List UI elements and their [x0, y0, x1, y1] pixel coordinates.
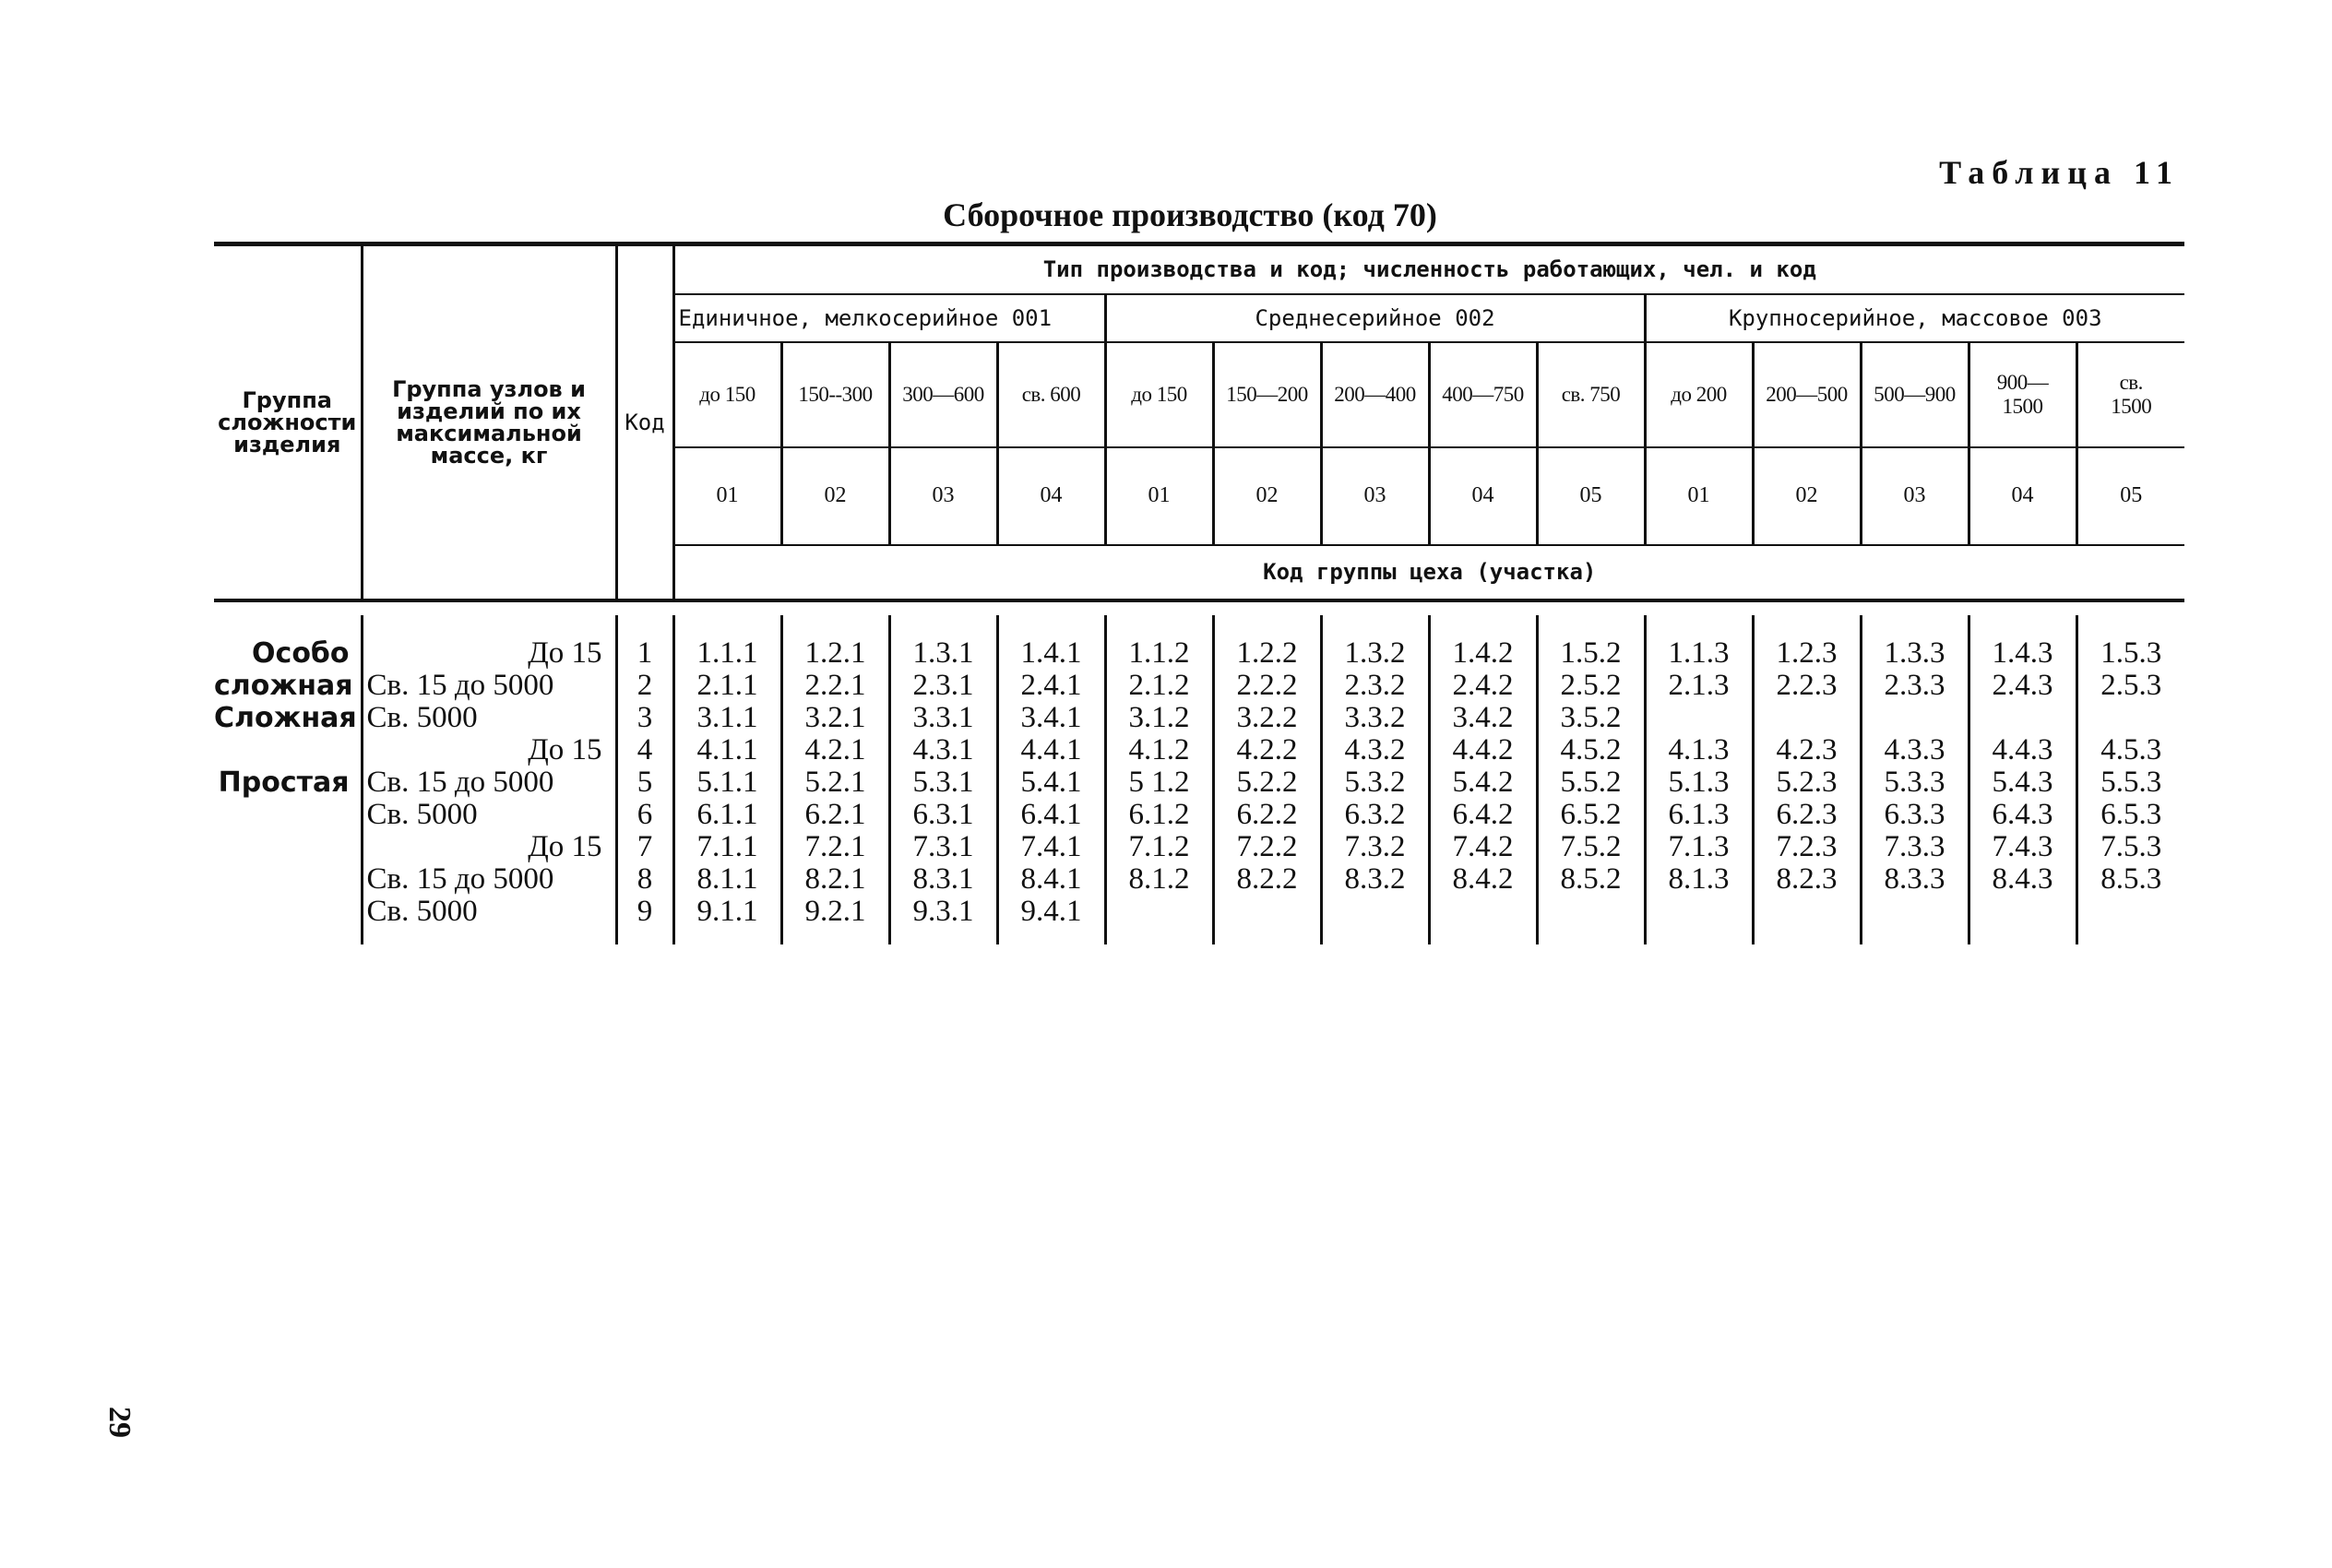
complexity-complex: Сложная: [214, 701, 357, 734]
code-g3-4: 04: [1969, 447, 2076, 545]
cell: 9.2.1: [804, 894, 866, 928]
cell: 6.4.2: [1452, 797, 1514, 831]
cell: 2.3.3: [1884, 668, 1945, 702]
cell: 2.4.1: [1020, 668, 1082, 702]
cell: 8.5.2: [1560, 861, 1622, 896]
code-7: 7: [637, 829, 653, 863]
cell: 1.2.2: [1236, 636, 1298, 670]
group-1-header: [673, 294, 1105, 342]
mass-3: Св. 5000: [366, 700, 478, 734]
cell: 5.3.3: [1884, 765, 1945, 799]
cell: 3.2.2: [1236, 700, 1298, 734]
cell: 3.3.2: [1344, 700, 1406, 734]
header-code: [616, 244, 673, 600]
cell: 6.1.2: [1128, 797, 1190, 831]
code-g3-1: 01: [1645, 447, 1753, 545]
cell: 2.2.2: [1236, 668, 1298, 702]
cell: 2.1.3: [1668, 668, 1730, 702]
cell: 7.3.3: [1884, 829, 1945, 863]
mass-5: Св. 15 до 5000: [366, 765, 554, 799]
header-mass-group: [362, 244, 616, 600]
data-column: [1969, 615, 2076, 944]
code-6: 6: [637, 797, 653, 831]
group-2-label: Среднесерийное 002: [1255, 304, 1495, 331]
cell: 7.4.2: [1452, 829, 1514, 863]
code-8: 8: [637, 861, 653, 896]
data-column: [1105, 615, 1213, 944]
group-2-header: [1105, 294, 1645, 342]
cell: 3.1.2: [1128, 700, 1190, 734]
cell: 1.4.1: [1020, 636, 1082, 670]
cell: 3.5.2: [1560, 700, 1622, 734]
cell: 7.1.1: [696, 829, 758, 863]
code-g3-5: 05: [2076, 447, 2184, 545]
cell: 6.4.1: [1020, 797, 1082, 831]
header-workshop-code: [673, 545, 2184, 600]
cell: 5 1.2: [1128, 765, 1190, 799]
cell: 1.1.2: [1128, 636, 1190, 670]
cell: 5.2.1: [804, 765, 866, 799]
cell: 5.3.1: [912, 765, 974, 799]
cell: 8.4.2: [1452, 861, 1514, 896]
range-g3-1: до 200: [1645, 342, 1753, 447]
data-column: [1429, 615, 1537, 944]
header-workshop-code-text: Код группы цеха (участка): [1263, 559, 1597, 585]
cell: 1.4.3: [1992, 636, 2053, 670]
code-g2-1: 01: [1105, 447, 1213, 545]
cell: 6.5.3: [2100, 797, 2162, 831]
cell: 2.4.2: [1452, 668, 1514, 702]
cell: 2.5.3: [2100, 668, 2162, 702]
range-g3-4: 900— 1500: [1969, 342, 2076, 447]
cell: 4.1.3: [1668, 732, 1730, 766]
cell: 1.2.3: [1776, 636, 1838, 670]
cell: 6.5.2: [1560, 797, 1622, 831]
cell: 8.1.3: [1668, 861, 1730, 896]
cell: 4.1.1: [696, 732, 758, 766]
cell: 7.5.2: [1560, 829, 1622, 863]
cell: 1.1.1: [696, 636, 758, 670]
cell: 6.4.3: [1992, 797, 2053, 831]
header-production-type-text: Тип производства и код; численность работающих, чел. и код: [1042, 256, 1816, 283]
mass-9: Св. 5000: [366, 894, 478, 928]
complexity-simple: Простая: [218, 766, 350, 799]
cell: 3.2.1: [804, 700, 866, 734]
code-g2-3: 03: [1321, 447, 1429, 545]
assembly-production-table: [214, 242, 2184, 944]
range-g1-2: 150--300: [781, 342, 889, 447]
code-3: 3: [637, 700, 653, 734]
cell: 2.4.3: [1992, 668, 2053, 702]
cell: 8.3.3: [1884, 861, 1945, 896]
cell: 2.5.2: [1560, 668, 1622, 702]
cell: 8.4.3: [1992, 861, 2053, 896]
cell: 9.3.1: [912, 894, 974, 928]
cell: 2.1.1: [696, 668, 758, 702]
cell: 2.2.1: [804, 668, 866, 702]
header-production-type: [673, 244, 2184, 294]
code-g1-1: 01: [673, 447, 781, 545]
header-complexity-text: Группа сложности изделия: [218, 386, 357, 457]
cell: 5.2.2: [1236, 765, 1298, 799]
cell: 6.3.2: [1344, 797, 1406, 831]
cell: 9.1.1: [696, 894, 758, 928]
range-g1-4: св. 600: [997, 342, 1105, 447]
cell: 3.3.1: [912, 700, 974, 734]
code-g2-5: 05: [1537, 447, 1645, 545]
code-9: 9: [637, 894, 653, 928]
cell: 8.2.1: [804, 861, 866, 896]
data-column: [781, 615, 889, 944]
group-3-header: [1645, 294, 2184, 342]
cell: 1.3.3: [1884, 636, 1945, 670]
code-5: 5: [637, 765, 653, 799]
cell: 4.3.1: [912, 732, 974, 766]
data-column: [1753, 615, 1861, 944]
cell: 6.3.1: [912, 797, 974, 831]
cell: 8.3.1: [912, 861, 974, 896]
cell: 4.2.3: [1776, 732, 1838, 766]
code-g1-3: 03: [889, 447, 997, 545]
data-column: [1537, 615, 1645, 944]
data-column: [889, 615, 997, 944]
cell: 8.3.2: [1344, 861, 1406, 896]
mass-group-column: [362, 615, 616, 944]
cell: 7.3.1: [912, 829, 974, 863]
group-1-label: Единичное, мелкосерийное 001: [678, 304, 1053, 331]
range-g3-3: 500—900: [1861, 342, 1969, 447]
cell: 3.1.1: [696, 700, 758, 734]
code-g3-3: 03: [1861, 447, 1969, 545]
complexity-column: [214, 615, 362, 944]
cell: 4.3.3: [1884, 732, 1945, 766]
header-code-text: Код: [625, 409, 665, 435]
cell: 2.2.3: [1776, 668, 1838, 702]
cell: 7.4.3: [1992, 829, 2053, 863]
data-column: [2076, 615, 2184, 944]
cell: 5.5.2: [1560, 765, 1622, 799]
range-g3-2: 200—500: [1753, 342, 1861, 447]
data-column: [1645, 615, 1753, 944]
cell: 5.1.3: [1668, 765, 1730, 799]
cell: 3.4.2: [1452, 700, 1514, 734]
cell: 4.3.2: [1344, 732, 1406, 766]
cell: 8.2.2: [1236, 861, 1298, 896]
mass-8: Св. 15 до 5000: [366, 861, 554, 896]
range-g1-1: до 150: [673, 342, 781, 447]
cell: 6.1.3: [1668, 797, 1730, 831]
cell: 4.4.3: [1992, 732, 2053, 766]
range-g3-5: св. 1500: [2076, 342, 2184, 447]
table-label: Таблица 11: [1939, 154, 2180, 191]
cell: 4.5.3: [2100, 732, 2162, 766]
cell: 4.4.1: [1020, 732, 1082, 766]
cell: 7.2.2: [1236, 829, 1298, 863]
cell: 1.3.1: [912, 636, 974, 670]
cell: 7.4.1: [1020, 829, 1082, 863]
mass-6: Св. 5000: [366, 797, 478, 831]
cell: 7.2.1: [804, 829, 866, 863]
cell: 2.3.1: [912, 668, 974, 702]
cell: 1.5.2: [1560, 636, 1622, 670]
cell: 5.3.2: [1344, 765, 1406, 799]
cell: 6.2.2: [1236, 797, 1298, 831]
cell: 7.1.3: [1668, 829, 1730, 863]
cell: 7.3.2: [1344, 829, 1406, 863]
cell: 4.2.2: [1236, 732, 1298, 766]
range-g2-2: 150—200: [1213, 342, 1321, 447]
code-g3-2: 02: [1753, 447, 1861, 545]
code-g1-4: 04: [997, 447, 1105, 545]
cell: 6.1.1: [696, 797, 758, 831]
cell: 1.2.1: [804, 636, 866, 670]
cell: 5.1.1: [696, 765, 758, 799]
cell: 4.5.2: [1560, 732, 1622, 766]
cell: 4.1.2: [1128, 732, 1190, 766]
code-1: 1: [637, 636, 653, 670]
cell: 9.4.1: [1020, 894, 1082, 928]
header-mass-group-text: Группа узлов и изделий по их максимальной массе, кг: [392, 375, 586, 469]
cell: 7.5.3: [2100, 829, 2162, 863]
cell: 1.5.3: [2100, 636, 2162, 670]
code-column: [616, 615, 673, 944]
range-g2-1: до 150: [1105, 342, 1213, 447]
mass-4: До 15: [528, 732, 602, 766]
cell: 5.5.3: [2100, 765, 2162, 799]
cell: 5.2.3: [1776, 765, 1838, 799]
code-g2-2: 02: [1213, 447, 1321, 545]
cell: 5.4.3: [1992, 765, 2053, 799]
cell: 1.1.3: [1668, 636, 1730, 670]
complexity-especially-complex: Особо сложная: [214, 636, 353, 702]
mass-1: До 15: [528, 636, 602, 670]
data-column: [673, 615, 781, 944]
code-4: 4: [637, 732, 653, 766]
cell: 5.4.2: [1452, 765, 1514, 799]
cell: 6.2.1: [804, 797, 866, 831]
cell: 8.2.3: [1776, 861, 1838, 896]
code-g1-2: 02: [781, 447, 889, 545]
data-column: [1321, 615, 1429, 944]
mass-7: До 15: [528, 829, 602, 863]
data-column: [1861, 615, 1969, 944]
code-g2-4: 04: [1429, 447, 1537, 545]
cell: 6.3.3: [1884, 797, 1945, 831]
code-2: 2: [637, 668, 653, 702]
range-g2-3: 200—400: [1321, 342, 1429, 447]
page-title: Сборочное производство (код 70): [943, 196, 1437, 233]
mass-2: Св. 15 до 5000: [366, 668, 554, 702]
cell: 5.4.1: [1020, 765, 1082, 799]
table-body-row: [214, 615, 2184, 944]
cell: 4.4.2: [1452, 732, 1514, 766]
data-column: [997, 615, 1105, 944]
range-g2-5: св. 750: [1537, 342, 1645, 447]
cell: 8.4.1: [1020, 861, 1082, 896]
cell: 2.1.2: [1128, 668, 1190, 702]
cell: 1.4.2: [1452, 636, 1514, 670]
range-g1-3: 300—600: [889, 342, 997, 447]
cell: 8.1.1: [696, 861, 758, 896]
cell: 1.3.2: [1344, 636, 1406, 670]
cell: 2.3.2: [1344, 668, 1406, 702]
header-complexity: [214, 244, 362, 600]
group-3-label: Крупносерийное, массовое 003: [1728, 304, 2102, 331]
cell: 7.2.3: [1776, 829, 1838, 863]
cell: 7.1.2: [1128, 829, 1190, 863]
cell: 8.1.2: [1128, 861, 1190, 896]
cell: 8.5.3: [2100, 861, 2162, 896]
range-g2-4: 400—750: [1429, 342, 1537, 447]
cell: 3.4.1: [1020, 700, 1082, 734]
data-column: [1213, 615, 1321, 944]
page-number: 29: [102, 1407, 137, 1438]
cell: 4.2.1: [804, 732, 866, 766]
cell: 6.2.3: [1776, 797, 1838, 831]
